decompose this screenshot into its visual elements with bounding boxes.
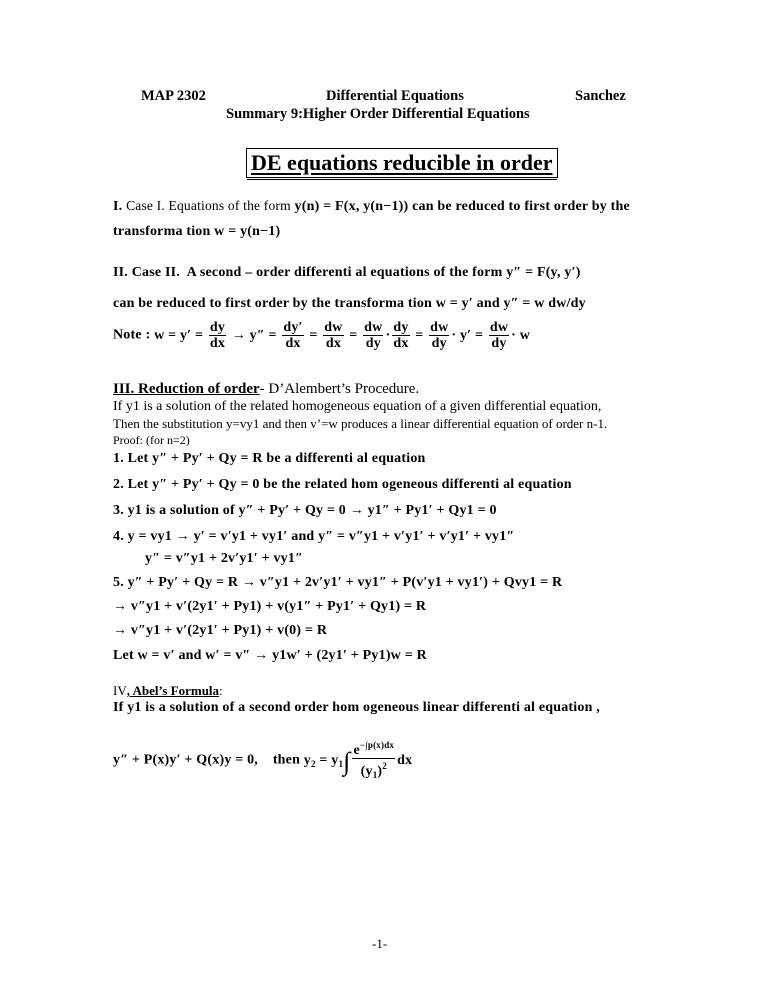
integral-icon: ∫ [343, 746, 351, 776]
case4-heading: , Abel’s Formula [126, 683, 220, 698]
case4-formula [113, 738, 412, 783]
author-name: Sanchez [575, 88, 626, 104]
page-title [246, 148, 558, 178]
course-code: MAP 2302 [141, 88, 206, 104]
case3-heading-line [113, 381, 419, 398]
case2-note [113, 320, 530, 351]
case1-transformation: transforma tion w = y(n−1) [113, 224, 281, 239]
case4-line1: If y1 is a solution of a second order hom ogeneous linear differenti al equation , [113, 700, 600, 715]
case1-text: can be reduced to first order by the [412, 199, 630, 214]
note-equation: w = y′ = $\frac{dy}{dx}$ → y″ = $\frac{dy'}{dx}$ = $\frac{dw}{dx}$ = $\frac{dw}{dy}$ · $\frac{dy}{dx}$ = $\frac{dw}{dy}$ · y′ = $\frac{dw}{dy}$ · w [154, 320, 531, 351]
abel-equation: y″ + P(x)y′ + Q(x)y = 0, [113, 752, 258, 768]
case2-line1 [113, 265, 581, 281]
case1-intro: Case I. Equations of the form [126, 198, 291, 213]
case3-proof: Proof: (for n=2) [113, 433, 190, 447]
case1-label: I. [113, 199, 123, 214]
proof-step-2: 2. Let y″ + Py′ + Qy = 0 be the related hom ogeneous differenti al equation [113, 477, 572, 492]
proof-step-7: → v″y1 + v′(2y1′ + Py1) + v(0) = R [113, 623, 328, 638]
case2-eq1: y″ = F(y, y′) [506, 265, 581, 280]
case2-text2: can be reduced to first order by the transforma tion [113, 296, 433, 311]
case2-line2 [113, 296, 586, 312]
case1-line1 [113, 198, 630, 215]
case3-heading-suffix: - D’Alembert’s Procedure. [259, 381, 420, 397]
case3-line2: Then the substitution y=vy1 and then v’=w produces a linear differential equation of order n-1. [113, 416, 608, 431]
summary-title: Summary 9:Higher Order Differential Equations [226, 106, 530, 122]
abel-result: $y_2 = y_1\int$ $\frac{e^{-\int p(x)dx}}{(y_1)^2}$ dx [304, 753, 413, 768]
abel-then: then [272, 752, 301, 768]
proof-step-4b: y″ = v″y1 + 2v′y1′ + vy1″ [145, 551, 304, 566]
proof-step-4: 4. y = vy1 → y′ = v′y1 + vy1′ and y″ = v″y1 + v′y1′ + v′y1′ + vy1″ [113, 529, 515, 544]
case4-prefix: IV [113, 683, 127, 698]
abel-fraction: $\frac{e^{-\int p(x)dx}}{(y_1)^2}$ [353, 740, 395, 780]
proof-step-5: 5. y″ + Py′ + Qy = R → v″y1 + 2v′y1′ + vy1″ + P(v′y1 + vy1′) + Qvy1 = R [113, 575, 563, 590]
case3-heading: III. Reduction of order [113, 381, 260, 397]
case3-line1: If y1 is a solution of the related homogeneous equation of a given differential equation, [113, 399, 602, 414]
case4-heading-suffix: : [219, 683, 223, 698]
case2-eq2: w = y′ and y″ = w dw/dy [435, 296, 586, 311]
course-subject: Differential Equations [326, 88, 464, 104]
proof-step-6: → v″y1 + v′(2y1′ + Py1) + v(y1″ + Py1′ + Qy1) = R [113, 599, 427, 614]
case1-line2 [113, 224, 280, 240]
note-label: Note : [113, 327, 151, 343]
case1-eq: y(n) = F(x, y(n−1)) [294, 199, 409, 214]
case4-heading-line [113, 683, 223, 699]
proof-step-1: 1. Let y″ + Py′ + Qy = R be a differenti al equation [113, 451, 426, 466]
proof-step-8: Let w = v′ and w′ = v″ → y1w′ + (2y1′ + Py1)w = R [113, 648, 427, 663]
page-number: -1- [372, 936, 388, 951]
proof-step-3: 3. y1 is a solution of y″ + Py′ + Qy = 0 → y1″ + Py1′ + Qy1 = 0 [113, 503, 497, 518]
case2-text1: A second – order differenti al equations of the form [186, 265, 503, 280]
page-title-text: DE equations reducible in order [251, 150, 553, 175]
case2-label: II. Case II. [113, 265, 180, 280]
